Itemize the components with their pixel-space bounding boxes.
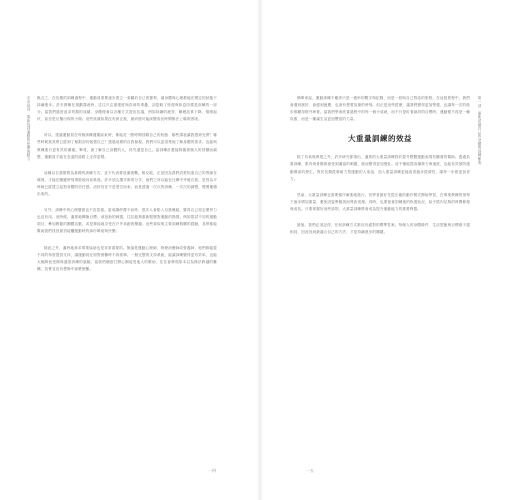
section-heading: 大重量訓練的效益 [348, 134, 412, 144]
left-paragraph-5: 除此之外，適時地尋求專業協助也是非常重要的。無論是運動心理師、物理治療師或營養師，他們都能從不同的角度提供支持，讓運動員在面對困難時不再孤單。一個完整的支持系統，能讓訓練變得更有效率，也能大幅降低受傷與過度訓練的風險。當我們願意打開心胸接受他人的幫助，往往會發現原本以為無法跨越的難關，其實並沒有想像中那麼困難。 [37, 245, 217, 271]
running-head-right: 第一部 重新認識自己的身體與訓練節奏 [478, 96, 482, 165]
left-paragraph-2: 所以，建議運動員在每個訓練週期結束時，都能花一點時間回顧自己的狀態：哪些課表讓我感到充實？哪些時候我其實已經到了極限卻仍勉強自己？透過這樣的自我檢視，我們可以更清楚地了解身體的需求，也能與教練進行更有效的溝通。畢竟，最了解自己身體的人，終究還是自己。當訓練計畫能夠隨著個人的回饋而調整，運動員才能在長遠的道路上走得更穩。 [37, 133, 217, 159]
right-text-block [290, 95, 470, 245]
right-paragraph-4: 最後，我們必須記得，任何訓練方式都沒有絕對的標準答案。每個人的身體條件、生活型態與目標都不盡相同，因此找到最適合自己的方法，才是持續進步的關鍵。 [290, 223, 470, 235]
right-paragraph-1: 簡單來說，運動訓練不應該只是一連串的數字與紀錄，而是一段與自己對話的旅程。在這段旅程中，我們會遇到挫折、會感到疲憊，也會有想要放棄的時刻。但正是這些經歷，讓我們變得更加堅強，也讓每一次的進步都顯得格外珍貴。當我們學會欣賞過程中的每一個小成就，而不只是盯著最終的目標時，運動便不再是一種負擔，而是一種讓生活更加豐富的力量。 [290, 96, 470, 122]
left-text-block [37, 95, 217, 282]
left-paragraph-4: 另外，訓練中的心理層面也不容忽視。當成績停滯不前時，很多人會陷入自我懷疑，覺得自己再怎麼努力也沒有用。這時候，適度地轉換目標、尋找新的刺激，往往能夠重新點燃對運動的熱情。例如嘗試不同的運動項目、參加輕鬆的團體活動，或是單純地享受在戶外奔跑的樂趣。這些看似與主要訓練無關的經驗，其實都能幫助我們找回最初接觸運動時的那份單純與快樂。 [37, 208, 217, 234]
right-paragraph-2: 除了有氧與伸展之外，許多研究都指出，適度的大重量訓練對於提升整體運動表現有顯著的幫助。透過負重訓練，肌肉與骨骼都會受到適當的刺激，進而變得更加強壯。這不僅能提高爆發力與速度，也能有效預防運動傷害的發生。對於長期從事耐力型運動的人來說，加入重量訓練更能改善跑步經濟性，讓每一步都更加省力。 [290, 155, 470, 181]
page-number-left: 一四 [208, 468, 216, 473]
left-paragraph-1: 換言之，在長期的訓練過程中，運動員需要逐步建立一套屬於自己的節奏，讓身體與心理都能在穩定的狀態下持續進步。許多教練在規劃課表時，往往只注重強度與負荷的堆疊，卻忽略了恢復與休息同樣是訓練的一部分。當我們過度追求短期的成績，身體便會以各種方式提出抗議，例如持續的疲勞、睡眠品質下降、情緒起伏，甚至是反覆出現的小傷。這些訊號如果沒有被正視，最終便可能演變成長時間無法上場的困境。 [37, 96, 217, 122]
page-number-right: 一五 [306, 468, 314, 473]
right-paragraph-3: 然而，大重量訓練也需要循序漸進地進行。初學者最好先從正確的動作模式開始學習，在專業教練的指導下逐步增加重量，避免因姿勢錯誤而導致受傷。同時，也要留意訓練後的恢復狀況，給予肌肉足夠的時間修復與成長。只要掌握好這些原則，大重量訓練將會成為提升運動能力的重要利器。 [290, 192, 470, 211]
running-head-left: 走出低谷：重新找回運動的快樂與動力 [27, 96, 31, 161]
left-paragraph-3: 這種以自我覺察為基礎的訓練方式，並不代表要放棄挑戰。相反地，正是因為我們清楚知道自己的界線在哪裡，才能在關鍵時刻勇敢地向前推進。許多頂尖選手都曾分享，他們之所以能在比賽中突破自我，是因為平時就已經建立起對身體的信任感。這份信任不是憑空而來，而是透過一次次的訓練、一次次的調整，慢慢累積出來的。 [37, 170, 217, 197]
right-page [260, 0, 520, 500]
